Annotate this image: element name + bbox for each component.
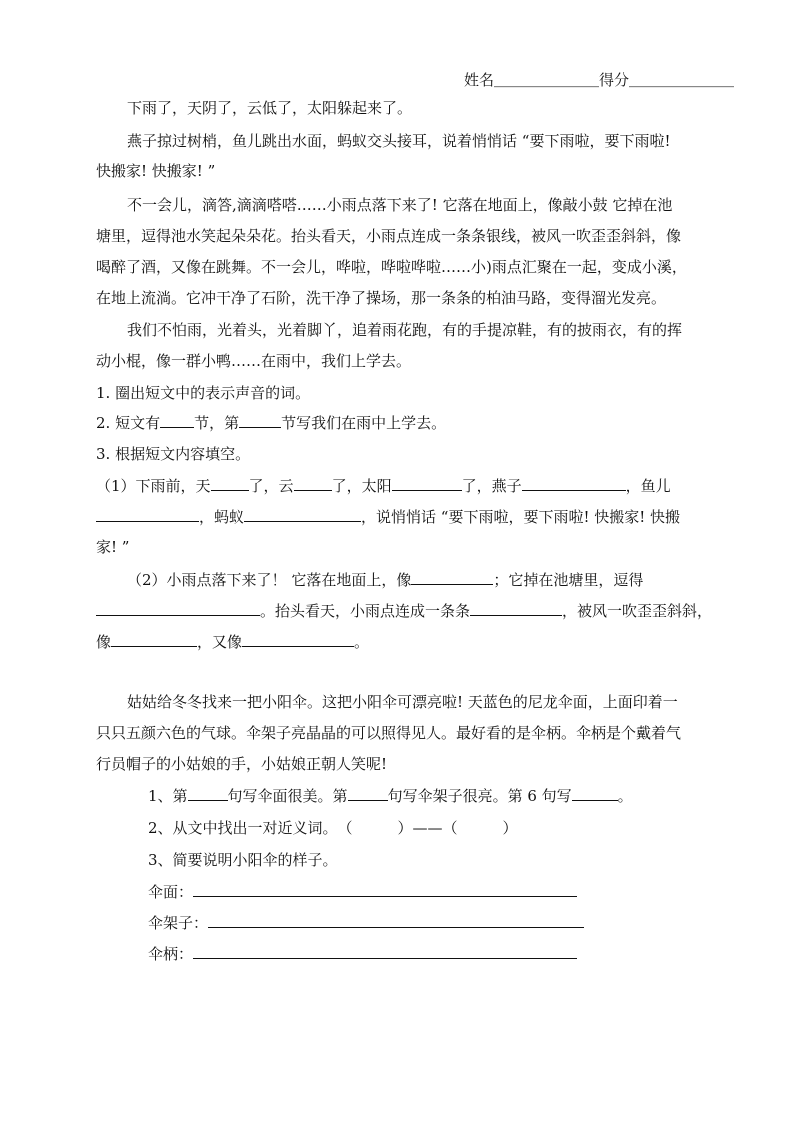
passage1-paragraph1: 下雨了，天阴了，云低了，太阳躲起来了。	[127, 99, 413, 117]
name-score-line: 姓名＿＿＿＿＿＿＿得分＿＿＿＿＿＿＿	[464, 71, 735, 89]
passage2-line3: 行员帽子的小姑娘的手，小姑娘正朝人笑呢!	[96, 755, 388, 773]
answer-handle-row	[148, 944, 577, 964]
blank-like-2[interactable]	[111, 632, 197, 647]
question-3-1-line2	[96, 507, 680, 527]
p2-q1-text-c: 句写伞架子很亮。第 6 句写	[387, 787, 572, 805]
q3-2-text-a: （2）小雨点落下来了！ 它落在地面上，像	[127, 571, 412, 589]
blank-threads[interactable]	[470, 601, 562, 616]
question-2	[96, 413, 446, 433]
blank-section-count[interactable]	[160, 413, 194, 428]
question-2-text-a: 2. 短文有	[96, 414, 161, 432]
q3-1-text-b: 了，云	[248, 477, 294, 495]
passage1-paragraph2-line1: 燕子掠过树梢，鱼儿跳出水面，蚂蚁交头接耳，说着悄悄话 “要下雨啦，要下雨啦!	[127, 132, 671, 150]
p2-q1-text-b: 句写伞面很美。第	[227, 787, 348, 805]
p2-q1-text-a: 1、第	[148, 787, 188, 805]
q3-1-text-f: ，蚂蚁	[199, 508, 245, 526]
answer-frame-row	[148, 913, 584, 933]
question-3-1-line1	[96, 476, 671, 496]
blank-pond[interactable]	[96, 601, 260, 616]
q3-1-text-e: ，鱼儿	[625, 477, 671, 495]
blank-sentence-frame[interactable]	[348, 786, 388, 801]
passage1-paragraph4-line1: 我们不怕雨，光着头，光着脚丫，追着雨花跑，有的手提凉鞋，有的披雨衣，有的挥	[127, 321, 683, 339]
blank-swallow[interactable]	[522, 476, 626, 491]
passage2-question-1	[148, 786, 633, 806]
q3-1-text-c: 了，太阳	[331, 477, 392, 495]
question-3-2-line2	[96, 601, 712, 621]
blank-cloud[interactable]	[294, 476, 332, 491]
question-3-1-line3: 家! ”	[96, 538, 130, 556]
blank-section-number[interactable]	[239, 413, 281, 428]
q3-2-text-g: 。	[354, 633, 370, 651]
answer-canopy-label: 伞面：	[148, 883, 194, 901]
passage2-question-2: 2、从文中找出一对近义词。 （ ）——（ ）	[148, 819, 518, 837]
q3-2-text-e: 像	[96, 633, 112, 651]
q3-1-text-d: 了，燕子	[461, 477, 522, 495]
blank-sky[interactable]	[211, 476, 249, 491]
blank-sentence-canopy[interactable]	[188, 786, 228, 801]
q3-2-text-f: ，又像	[197, 633, 243, 651]
q3-1-text-a: （1）下雨前，天	[96, 477, 211, 495]
passage2-line1: 姑姑给冬冬找来一把小阳伞。这把小阳伞可漂亮啦! 天蓝色的尼龙伞面，上面印着一	[127, 693, 678, 711]
answer-canopy-line[interactable]	[193, 882, 577, 897]
answer-canopy-row	[148, 882, 577, 902]
blank-like-3[interactable]	[242, 632, 354, 647]
question-2-text-c: 节写我们在雨中上学去。	[281, 414, 447, 432]
blank-like-1[interactable]	[411, 570, 493, 585]
passage1-paragraph3-line4: 在地上流淌。它冲干净了石阶，洗干净了操场，那一条条的柏油马路，变得溜光发亮。	[96, 289, 667, 307]
passage1-paragraph4-line2: 动小棍，像一群小鸭……在雨中，我们上学去。	[96, 352, 412, 370]
passage2-question-3: 3、简要说明小阳伞的样子。	[148, 851, 338, 869]
blank-ant[interactable]	[244, 507, 361, 522]
q3-2-text-c: 。抬头看天，小雨点连成一条条	[260, 602, 471, 620]
blank-sentence-6[interactable]	[572, 786, 618, 801]
question-2-text-b: 节，第	[194, 414, 240, 432]
passage1-paragraph2-line2: 快搬家! 快搬家! ”	[96, 162, 216, 180]
question-3: 3. 根据短文内容填空。	[96, 445, 251, 463]
question-1: 1. 圈出短文中的表示声音的词。	[96, 384, 311, 402]
question-3-2-line1	[127, 570, 643, 590]
passage1-paragraph3-line2: 塘里，逗得池水笑起朵朵花。抬头看天，小雨点连成一条条银线，被风一吹歪歪斜斜，像	[96, 227, 682, 245]
blank-sun[interactable]	[392, 476, 462, 491]
p2-q1-text-d: 。	[617, 787, 633, 805]
q3-2-text-b: ；它掉在池塘里，逗得	[493, 571, 644, 589]
passage1-paragraph3-line3: 喝醉了酒，又像在跳舞。不一会儿，哗啦，哗啦哗啦……小)雨点汇聚在一起，变成小溪，	[96, 258, 687, 276]
answer-frame-label: 伞架子：	[148, 914, 209, 932]
passage2-line2: 只只五颜六色的气球。伞架子亮晶晶的可以照得见人。最好看的是伞柄。伞柄是个戴着气	[96, 724, 682, 742]
question-3-2-line3	[96, 632, 369, 652]
answer-handle-line[interactable]	[193, 944, 577, 959]
answer-handle-label: 伞柄：	[148, 945, 194, 963]
q3-2-text-d: ，被风一吹歪歪斜斜，	[562, 602, 713, 620]
answer-frame-line[interactable]	[208, 913, 584, 928]
q3-1-text-g: ，说悄悄话 “要下雨啦，要下雨啦! 快搬家! 快搬	[361, 508, 681, 526]
blank-fish[interactable]	[96, 507, 199, 522]
passage1-paragraph3-line1: 不一会儿，滴答,滴滴嗒嗒……小雨点落下来了! 它落在地面上，像敲小鼓 它掉在池	[127, 196, 673, 214]
